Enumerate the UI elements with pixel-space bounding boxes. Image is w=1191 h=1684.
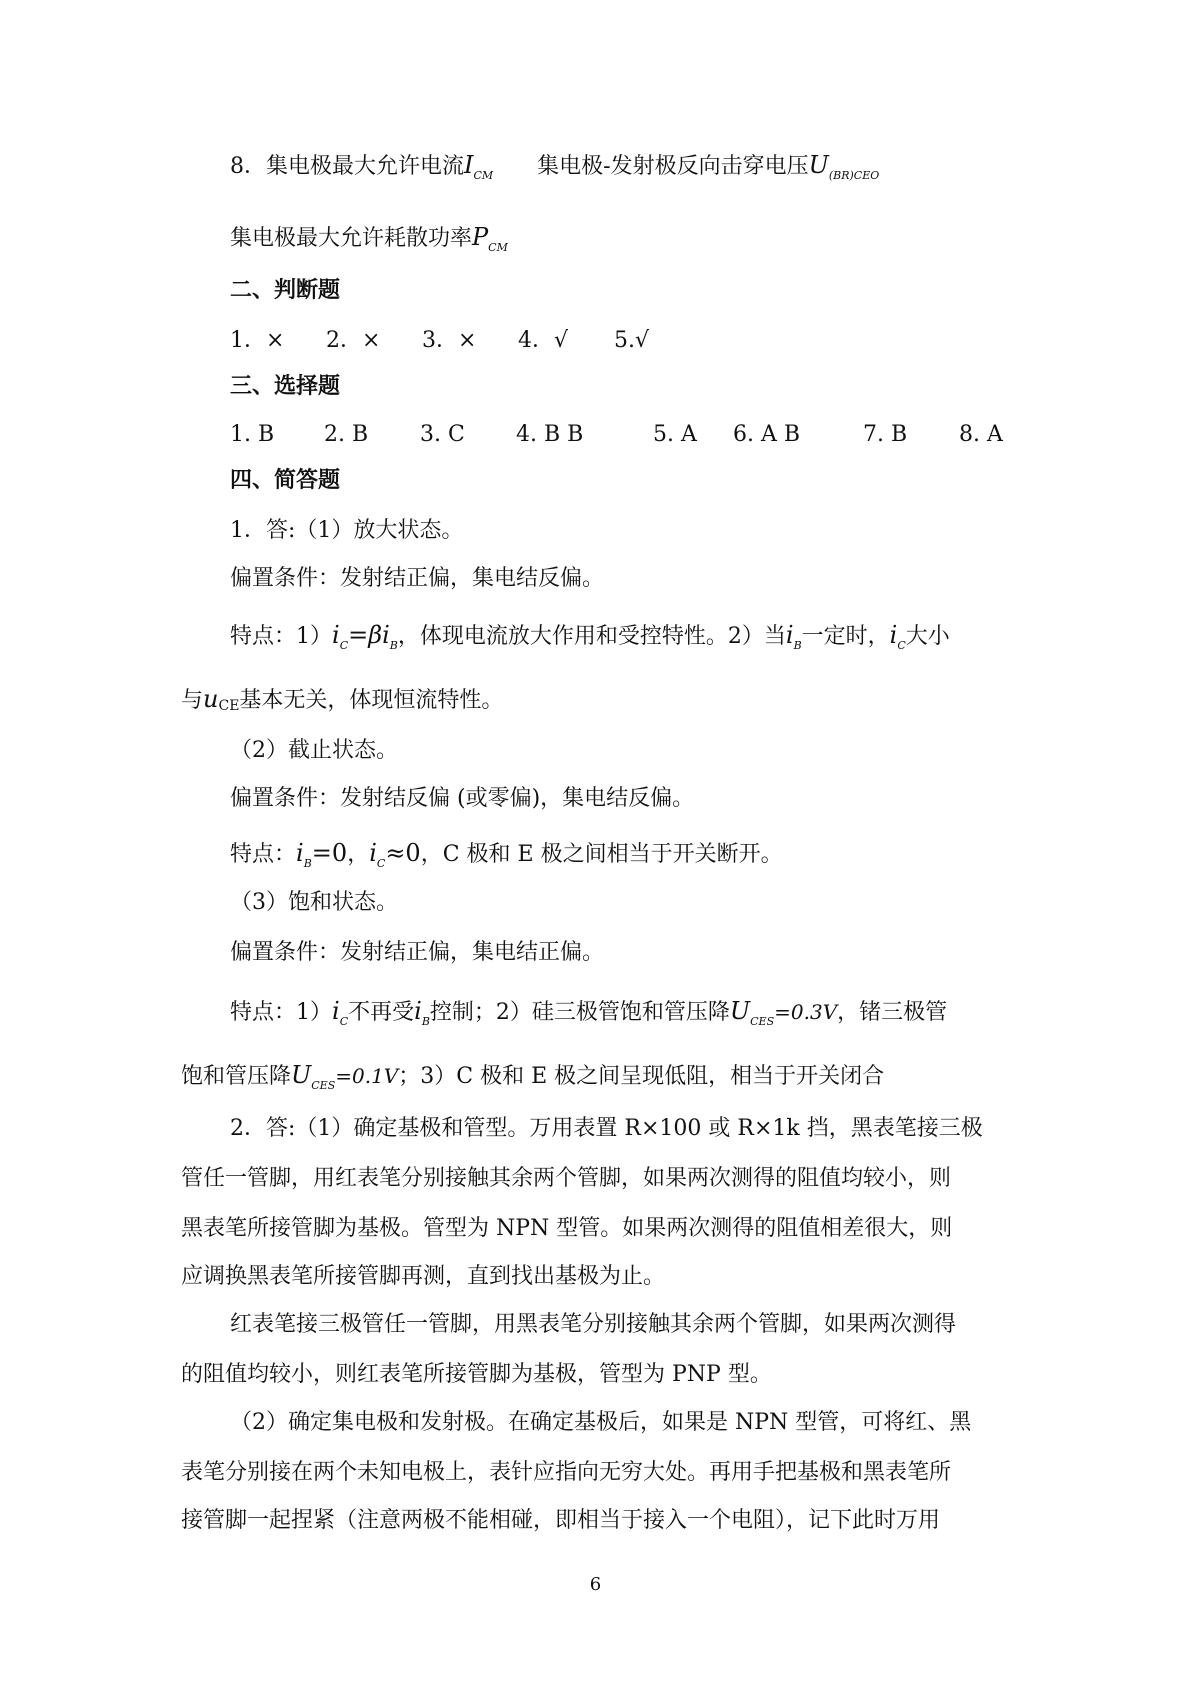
text-line bbox=[230, 996, 947, 1037]
math-expression: =0 bbox=[311, 839, 348, 867]
text-line: 红表笔接三极管任一管脚，用黑表笔分别接触其余两个管脚，如果两次测得 bbox=[230, 1312, 957, 1337]
math-symbol: U bbox=[808, 151, 829, 179]
answer: 7. B bbox=[863, 422, 908, 447]
text-line: 的阻值均较小，则红表笔所接管脚为基极，管型为 PNP 型。 bbox=[181, 1362, 772, 1387]
math-symbol: i bbox=[785, 621, 794, 649]
answer: 8. A bbox=[959, 422, 1003, 447]
text-line: 偏置条件：发射结正偏，集电结反偏。 bbox=[230, 566, 605, 591]
math-expression: =0.1V bbox=[335, 1064, 399, 1088]
text-line bbox=[181, 684, 503, 721]
math-symbol: U bbox=[729, 997, 751, 1025]
text-line: 接管脚一起捏紧（注意两极不能相碰，即相当于接入一个电阻），记下此时万用 bbox=[181, 1508, 941, 1533]
math-subscript: C bbox=[376, 857, 386, 870]
text: 一定时， bbox=[801, 624, 890, 649]
text: 不再受 bbox=[348, 1000, 415, 1025]
math-subscript: B bbox=[421, 1015, 430, 1028]
answer: 3．× bbox=[422, 328, 477, 353]
text: 8．集电极最大允许电流 bbox=[230, 154, 464, 179]
math-symbol: I bbox=[464, 151, 474, 179]
math-expression: =0.3V bbox=[774, 1000, 838, 1024]
math-symbol: i bbox=[414, 997, 422, 1025]
math-symbol: i bbox=[296, 839, 304, 867]
text-line: 应调换黑表笔所接管脚再测，直到找出基极为止。 bbox=[181, 1264, 666, 1289]
text: 饱和管压降 bbox=[181, 1064, 292, 1089]
math-symbol: i bbox=[369, 839, 377, 867]
text-line: 偏置条件：发射结反偏 (或零偏)，集电结反偏。 bbox=[230, 786, 695, 811]
section-heading: 二、判断题 bbox=[230, 278, 341, 303]
text-line: （2）确定集电极和发射极。在确定基极后，如果是 NPN 型管，可将红、黑 bbox=[230, 1410, 972, 1435]
text: 特点： bbox=[230, 842, 297, 867]
page-number: 6 bbox=[589, 1574, 602, 1595]
text: 集电极最大允许耗散功率 bbox=[230, 226, 473, 251]
math-symbol: u bbox=[203, 685, 219, 713]
text-line: 管任一管脚，用红表笔分别接触其余两个管脚，如果两次测得的阻值均较小，则 bbox=[181, 1166, 952, 1191]
math-subscript: B bbox=[793, 639, 802, 652]
text-line bbox=[230, 838, 783, 879]
answer: 5.√ bbox=[614, 328, 650, 353]
math-subscript: CM bbox=[488, 241, 508, 254]
text: ， bbox=[347, 842, 370, 867]
judge-answers bbox=[230, 326, 649, 356]
text: 与 bbox=[181, 688, 204, 713]
choice-answers bbox=[230, 420, 1003, 450]
math-expression: =βi bbox=[348, 621, 390, 649]
text-line: 1．答:（1）放大状态。 bbox=[230, 518, 464, 543]
text-line: 2．答:（1）确定基极和管型。万用表置 R×100 或 R×1k 挡，黑表笔接三极 bbox=[230, 1116, 983, 1141]
text-line: 偏置条件：发射结正偏，集电结正偏。 bbox=[230, 940, 605, 965]
math-subscript: C bbox=[897, 639, 906, 652]
text: 基本无关，体现恒流特性。 bbox=[239, 688, 504, 713]
answer: 6. A B bbox=[733, 422, 801, 447]
math-subscript: CM bbox=[473, 169, 494, 182]
math-symbol: i bbox=[332, 997, 340, 1025]
text: ，锗三极管 bbox=[837, 1000, 948, 1025]
text-line bbox=[230, 620, 950, 661]
answer: 1. B bbox=[230, 422, 275, 447]
text: 特点：1） bbox=[230, 624, 332, 649]
text: ，体现电流放大作用和受控特性。2）当 bbox=[397, 624, 786, 649]
math-subscript: CES bbox=[750, 1015, 775, 1028]
answer: 5. A bbox=[653, 422, 697, 447]
text: 集电极-发射极反向击穿电压 bbox=[537, 154, 809, 179]
answer: 2．× bbox=[326, 328, 381, 353]
text: ；3）C 极和 E 极之间呈现低阻，相当于开关闭合 bbox=[398, 1064, 885, 1089]
math-symbol: i bbox=[332, 621, 340, 649]
text: 特点：1） bbox=[230, 1000, 332, 1025]
math-expression: ≈0 bbox=[385, 839, 421, 867]
math-subscript: CES bbox=[311, 1079, 336, 1092]
text: ，C 极和 E 极之间相当于开关断开。 bbox=[420, 842, 783, 867]
math-subscript: (BR)CEO bbox=[828, 169, 880, 182]
text-line bbox=[230, 150, 879, 191]
math-subscript: C bbox=[339, 1015, 349, 1028]
text-line: 黑表笔所接管脚为基极。管型为 NPN 型管。如果两次测得的阻值相差很大，则 bbox=[181, 1216, 953, 1241]
section-heading: 四、简答题 bbox=[230, 468, 341, 493]
text-line bbox=[181, 1060, 884, 1101]
math-symbol: P bbox=[472, 223, 489, 251]
math-subscript: B bbox=[303, 857, 312, 870]
answer: 2. B bbox=[324, 422, 369, 447]
text-line: 表笔分别接在两个未知电极上，表针应指向无穷大处。再用手把基极和黑表笔所 bbox=[181, 1460, 952, 1485]
text: 控制；2）硅三极管饱和管压降 bbox=[429, 1000, 730, 1025]
answer: 4. B B bbox=[516, 422, 584, 447]
section-heading: 三、选择题 bbox=[230, 374, 341, 399]
math-subscript: C bbox=[339, 639, 349, 652]
answer: 3. C bbox=[420, 422, 465, 447]
text-line bbox=[230, 222, 508, 263]
math-subscript: CE bbox=[218, 698, 240, 714]
answer: 4．√ bbox=[518, 328, 569, 353]
text-line: （2）截止状态。 bbox=[230, 738, 398, 763]
text-line: （3）饱和状态。 bbox=[230, 890, 398, 915]
math-symbol: i bbox=[889, 621, 898, 649]
answer: 1．× bbox=[230, 328, 285, 353]
math-subscript: B bbox=[389, 639, 398, 652]
math-symbol: U bbox=[291, 1061, 312, 1089]
text: 大小 bbox=[905, 624, 950, 649]
